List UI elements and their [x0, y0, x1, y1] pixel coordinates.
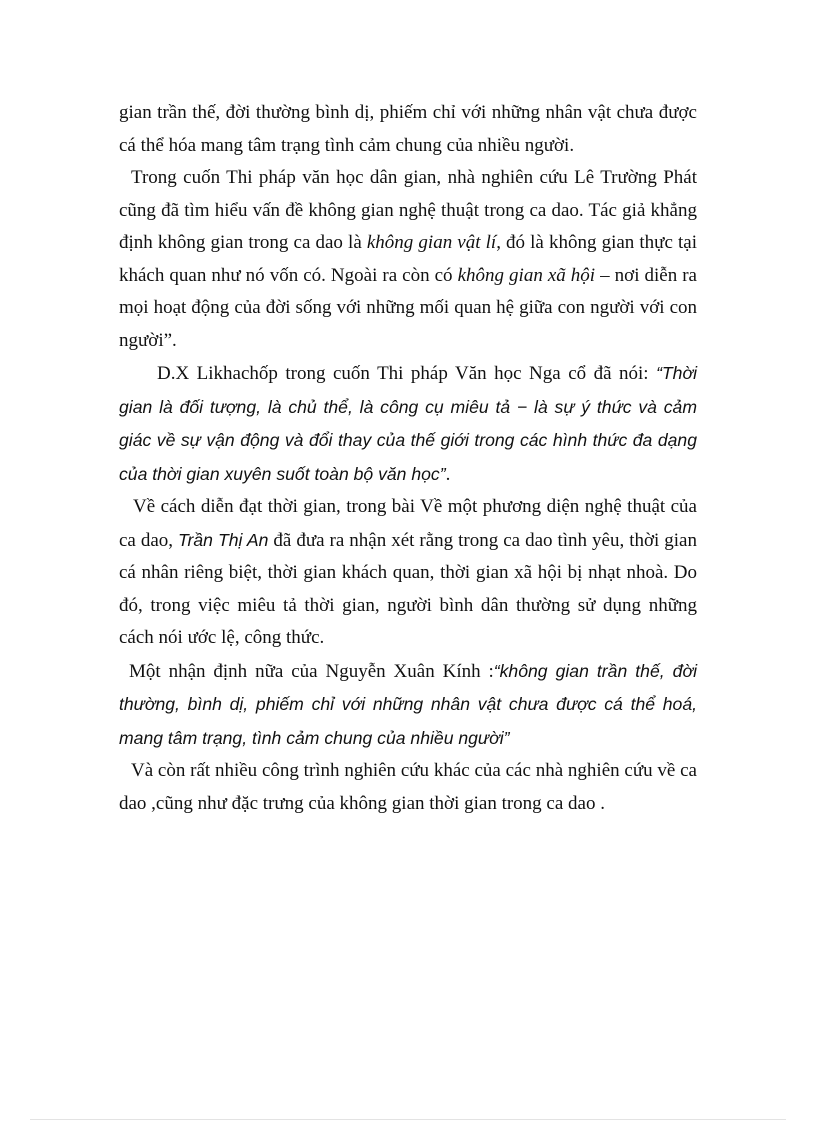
- paragraph-4: [119, 491, 697, 655]
- paragraph-6: [119, 755, 697, 820]
- text-run: gian trần thế, đời thường bình dị, phiếm chỉ với những nhân vật chưa được cá thể hóa mang tâm trạng tình cảm chung của nhiều người.: [119, 102, 697, 156]
- quotation-run: “Thời gian là đối tượng, là chủ thể, là công cụ miêu tả − là sự ý thức và cảm giác về sự vận động và đổi thay của thế giới trong các hình thức đa dạng của thời gian xuyên suốt toàn bộ văn học”: [119, 363, 697, 484]
- emphasis-run: không gian vật lí: [366, 232, 497, 253]
- text-run: D.X Likhachốp trong cuốn Thi pháp Văn học Nga cổ đã nói:: [157, 363, 657, 384]
- paragraph-1: [119, 97, 697, 162]
- text-run: Trong cuốn Thi pháp văn học dân gian, nhà nghiên cứu Lê Trường Phát cũng đã tìm hiểu vấn đề không gian nghệ thuật trong ca dao. Tác giả khẳng định không gian trong ca dao là: [119, 167, 697, 253]
- paragraph-5: [119, 655, 697, 756]
- text-run: – nơi diễn ra mọi hoạt động của đời sống với những mối quan hệ giữa con người với con người”.: [119, 264, 697, 351]
- page-bottom-divider: [30, 1119, 786, 1120]
- text-run: .: [445, 463, 451, 485]
- quotation-run: “không gian trần thế, đời thường, bình dị, phiếm chỉ với những nhân vật chưa được cá thể hoá, mang tâm trạng, tình cảm chung của nhiều người”: [119, 660, 697, 748]
- document-body: [119, 97, 697, 820]
- text-run: đã đưa ra nhận xét rằng trong ca dao tình yêu, thời gian cá nhân riêng biệt, thời gian khách quan, thời gian xã hội bị nhạt nhoà. Do đó, trong việc miêu tả thời gian, người bình dân thường sử dụng những cách nói ước lệ, công thức.: [119, 529, 697, 648]
- text-run: Một nhận định nữa của Nguyễn Xuân Kính :: [129, 660, 494, 682]
- text-run: Về cách diễn đạt thời gian, trong bài Về một phương diện nghệ thuật của ca dao,: [119, 496, 697, 551]
- text-run: , đó là không gian thực tại khách quan như nó vốn có. Ngoài ra còn có: [119, 232, 698, 286]
- emphasis-run: không gian xã hội: [457, 264, 596, 286]
- text-run: Và còn rất nhiều công trình nghiên cứu khác của các nhà nghiên cứu về ca dao ,cũng như đặc trưng của không gian thời gian trong ca dao .: [119, 760, 697, 814]
- paragraph-3: [119, 357, 697, 491]
- paragraph-2: [119, 162, 697, 357]
- author-name-run: Trần Thị An: [178, 529, 269, 550]
